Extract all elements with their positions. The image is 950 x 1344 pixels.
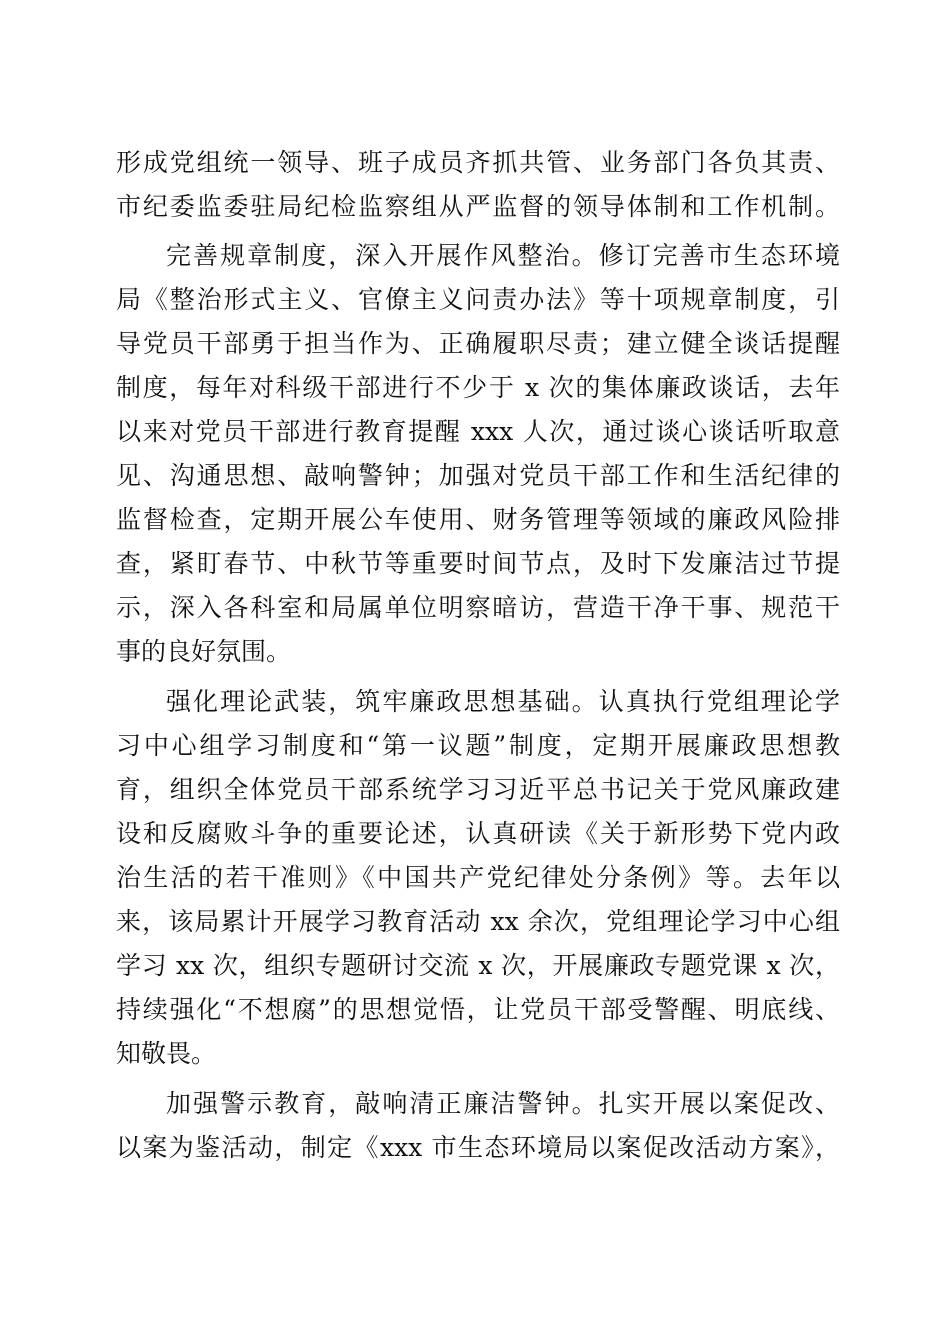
text-line: 以来对党员干部进行教育提醒 xxx 人次，通过谈心谈话听取意	[116, 417, 840, 446]
text-line: 见、沟通思想、敲响警钟；加强对党员干部工作和生活纪律的	[116, 461, 840, 490]
text-line: 局《整治形式主义、官僚主义问责办法》等十项规章制度，引	[116, 285, 840, 314]
text-line: 育，组织全体党员干部系统学习习近平总书记关于党风廉政建	[116, 775, 840, 804]
text-line: 形成党组统一领导、班子成员齐抓共管、业务部门各负其责、	[116, 148, 840, 177]
text-line: 学习 xx 次，组织专题研讨交流 x 次，开展廉政专题党课 x 次，	[116, 951, 840, 980]
text-line: 以案为鉴活动，制定《xxx 市生态环境局以案促改活动方案》，	[116, 1133, 840, 1162]
text-line: 治生活的若干准则》《中国共产党纪律处分条例》等。去年以	[116, 863, 840, 892]
text-line: 导党员干部勇于担当作为、正确履职尽责；建立健全谈话提醒	[116, 329, 840, 358]
text-line: 来，该局累计开展学习教育活动 xx 余次，党组理论学习中心组	[116, 907, 840, 936]
text-line: 加强警示教育，敲响清正廉洁警钟。扎实开展以案促改、	[166, 1089, 840, 1118]
text-line: 制度，每年对科级干部进行不少于 x 次的集体廉政谈话，去年	[116, 373, 840, 402]
text-line: 市纪委监委驻局纪检监察组从严监督的领导体制和工作机制。	[116, 192, 840, 221]
text-line: 事的良好氛围。	[116, 637, 292, 666]
text-line: 知敬畏。	[116, 1039, 217, 1068]
text-line: 监督检查，定期开展公车使用、财务管理等领域的廉政风险排	[116, 505, 840, 534]
text-line: 习中心组学习制度和“第一议题”制度，定期开展廉政思想教	[116, 731, 840, 760]
text-line: 完善规章制度，深入开展作风整治。修订完善市生态环境	[166, 241, 840, 270]
text-line: 持续强化“不想腐”的思想觉悟，让党员干部受警醒、明底线、	[116, 995, 840, 1024]
text-line: 查，紧盯春节、中秋节等重要时间节点，及时下发廉洁过节提	[116, 549, 840, 578]
text-line: 示，深入各科室和局属单位明察暗访，营造干净干事、规范干	[116, 593, 840, 622]
text-line: 强化理论武装，筑牢廉政思想基础。认真执行党组理论学	[166, 687, 840, 716]
text-line: 设和反腐败斗争的重要论述，认真研读《关于新形势下党内政	[116, 819, 840, 848]
